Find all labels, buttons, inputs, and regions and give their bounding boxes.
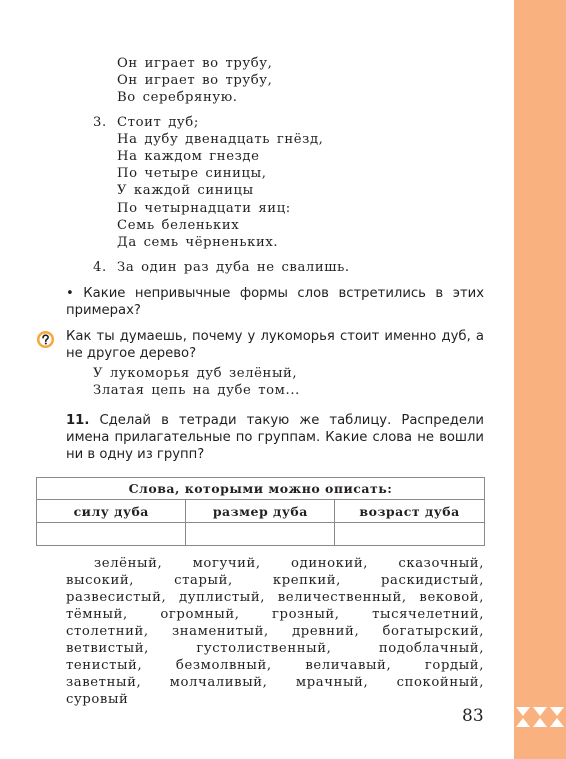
task-11 <box>66 412 484 463</box>
riddle3-line-8: Да семь чёрненьких. <box>117 235 279 250</box>
question-mark-icon <box>36 330 55 349</box>
riddle3-line-6: По четырнадцати яиц: <box>117 201 291 216</box>
decorative-triangles <box>514 706 566 728</box>
adjectives-list <box>66 555 484 708</box>
poem-top-line-1: Он играет во трубу, <box>117 56 273 71</box>
pushkin-line-2: Златая цепь на дубе том... <box>93 383 300 398</box>
riddle3-line-4: По четыре синицы, <box>117 166 267 181</box>
riddle3-line-5: У каждой синицы <box>117 183 254 198</box>
riddle3-line-2: На дубу двенадцать гнёзд, <box>117 132 324 147</box>
poem-top-line-2: Он играет во трубу, <box>117 73 273 88</box>
riddle3-line-7: Семь беленьких <box>117 218 240 233</box>
riddle3-line-3: На каждом гнезде <box>117 149 260 164</box>
riddle3-number: 3. <box>93 115 107 130</box>
riddle4-line: За один раз дуба не свалишь. <box>117 260 350 275</box>
table-empty-cell-age <box>335 523 485 546</box>
task-11-number: 11. <box>66 413 90 428</box>
table-empty-cell-strength <box>37 523 186 546</box>
table-column-size: размер дуба <box>186 500 335 523</box>
task-11-text: Сделай в тетради такую же таблицу. Распредели имена прилагательные по группам. Какие слова не вошли ни в одну из групп? <box>66 413 484 462</box>
question-lukomorye: Как ты думаешь, почему у лукоморья стоит именно дуб, а не другое дерево? <box>66 329 484 361</box>
table-empty-cell-size <box>186 523 335 546</box>
side-accent-strip <box>514 0 566 759</box>
table-column-strength: силу дуба <box>37 500 186 523</box>
adjectives-text: зелёный, могучий, одинокий, сказочный, высокий, старый, крепкий, раскидистый, развесистый, дуплистый, величественный, вековой, тёмный, огромный, грозный, тысячелетний, столетний, знаменитый, древний, богатырский, ветвистый, густолиственный, подоблачный, тенистый, безмолвный, величавый, гордый, заветный, молчаливый, мрачный, спокойный, суровый <box>66 556 484 707</box>
question-unusual-forms: • Какие непривычные формы слов встретились в этих примерах? <box>66 286 484 318</box>
table-header: Слова, которыми можно описать: <box>37 478 485 500</box>
classification-table <box>36 477 485 546</box>
pushkin-line-1: У лукоморья дуб зелёный, <box>93 366 298 381</box>
riddle4-number: 4. <box>93 260 107 275</box>
poem-top-line-3: Во серебряную. <box>117 90 238 105</box>
table-column-age: возраст дуба <box>335 500 485 523</box>
page-number: 83 <box>462 706 484 726</box>
riddle3-line-1: Стоит дуб; <box>117 115 199 130</box>
